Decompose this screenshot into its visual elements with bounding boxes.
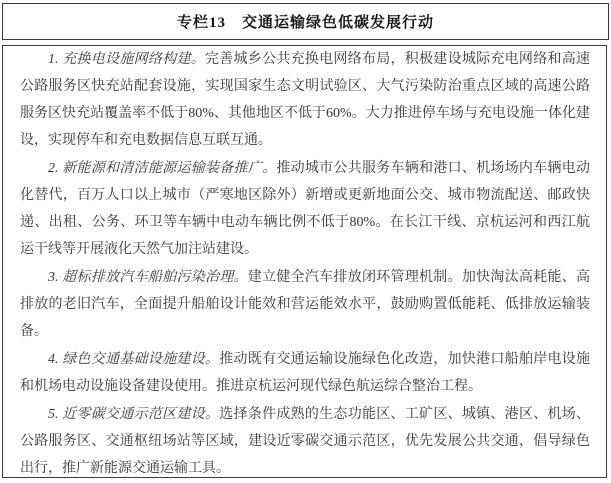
panel-title-box <box>2 3 609 40</box>
panel-body-box <box>2 45 607 478</box>
paragraph-lead: 充换电设施网络构建。 <box>62 52 205 67</box>
paragraph-lead: 近零碳交通示范区建设。 <box>62 407 220 422</box>
paragraph <box>20 155 590 263</box>
paragraph-lead: 超标排放汽车船舶污染治理。 <box>62 270 248 285</box>
paragraph-text: 推动城市公共服务车辆和港口、机场场内车辆电动化替代，百万人口以上城市（严寒地区除外）新增或更新地面公交、城市物流配送、邮政快递、出租、公务、环卫等车辆中电动车辆比例不低于80%。在长江干线、京杭运河和西江航运干线等开展液化天然气加注站建设。 <box>20 161 591 257</box>
paragraph <box>20 264 590 345</box>
paragraph-text: 完善城乡公共充换电网络布局，积极建设城际充电网络和高速公路服务区快充站配套设施，实现国家生态文明试验区、大气污染防治重点区域的高速公路服务区快充站覆盖率不低于80%、其他地区不低于60%。大力推进停车场与充电设施一体化建设，实现停车和充电数据信息互联互通。 <box>20 52 591 148</box>
paragraph <box>20 346 590 400</box>
paragraph-text: 推动既有交通运输设施绿色化改造，加快港口船舶岸电设施和机场电动设施设备建设使用。推进京杭运河现代绿色航运综合整治工程。 <box>20 352 591 394</box>
panel-title: 专栏13 交通运输绿色低碳发展行动 <box>176 15 434 31</box>
paragraph-text: 选择条件成熟的生态功能区、工矿区、城镇、港区、机场、公路服务区、交通枢纽场站等区域，建设近零碳交通示范区，优先发展公共交通，倡导绿色出行，推广新能源交通运输工具。 <box>20 407 591 476</box>
paragraph-lead: 绿色交通基础设施建设。 <box>62 352 220 367</box>
paragraph-number: 3. <box>48 270 63 285</box>
paragraph-text: 建立健全汽车排放闭环管理机制。加快淘汰高耗能、高排放的老旧汽车，全面提升船舶设计能效和营运能效水平，鼓励购置低能耗、低排放运输装备。 <box>20 270 591 339</box>
paragraph-number: 5. <box>48 407 63 422</box>
paragraph-number: 2. <box>48 161 63 176</box>
paragraph-number: 4. <box>48 352 63 367</box>
paragraph-number: 1. <box>48 52 63 67</box>
paragraph <box>20 401 590 482</box>
paragraph <box>20 46 590 154</box>
paragraph-lead: 新能源和清洁能源运输装备推广。 <box>62 161 277 176</box>
